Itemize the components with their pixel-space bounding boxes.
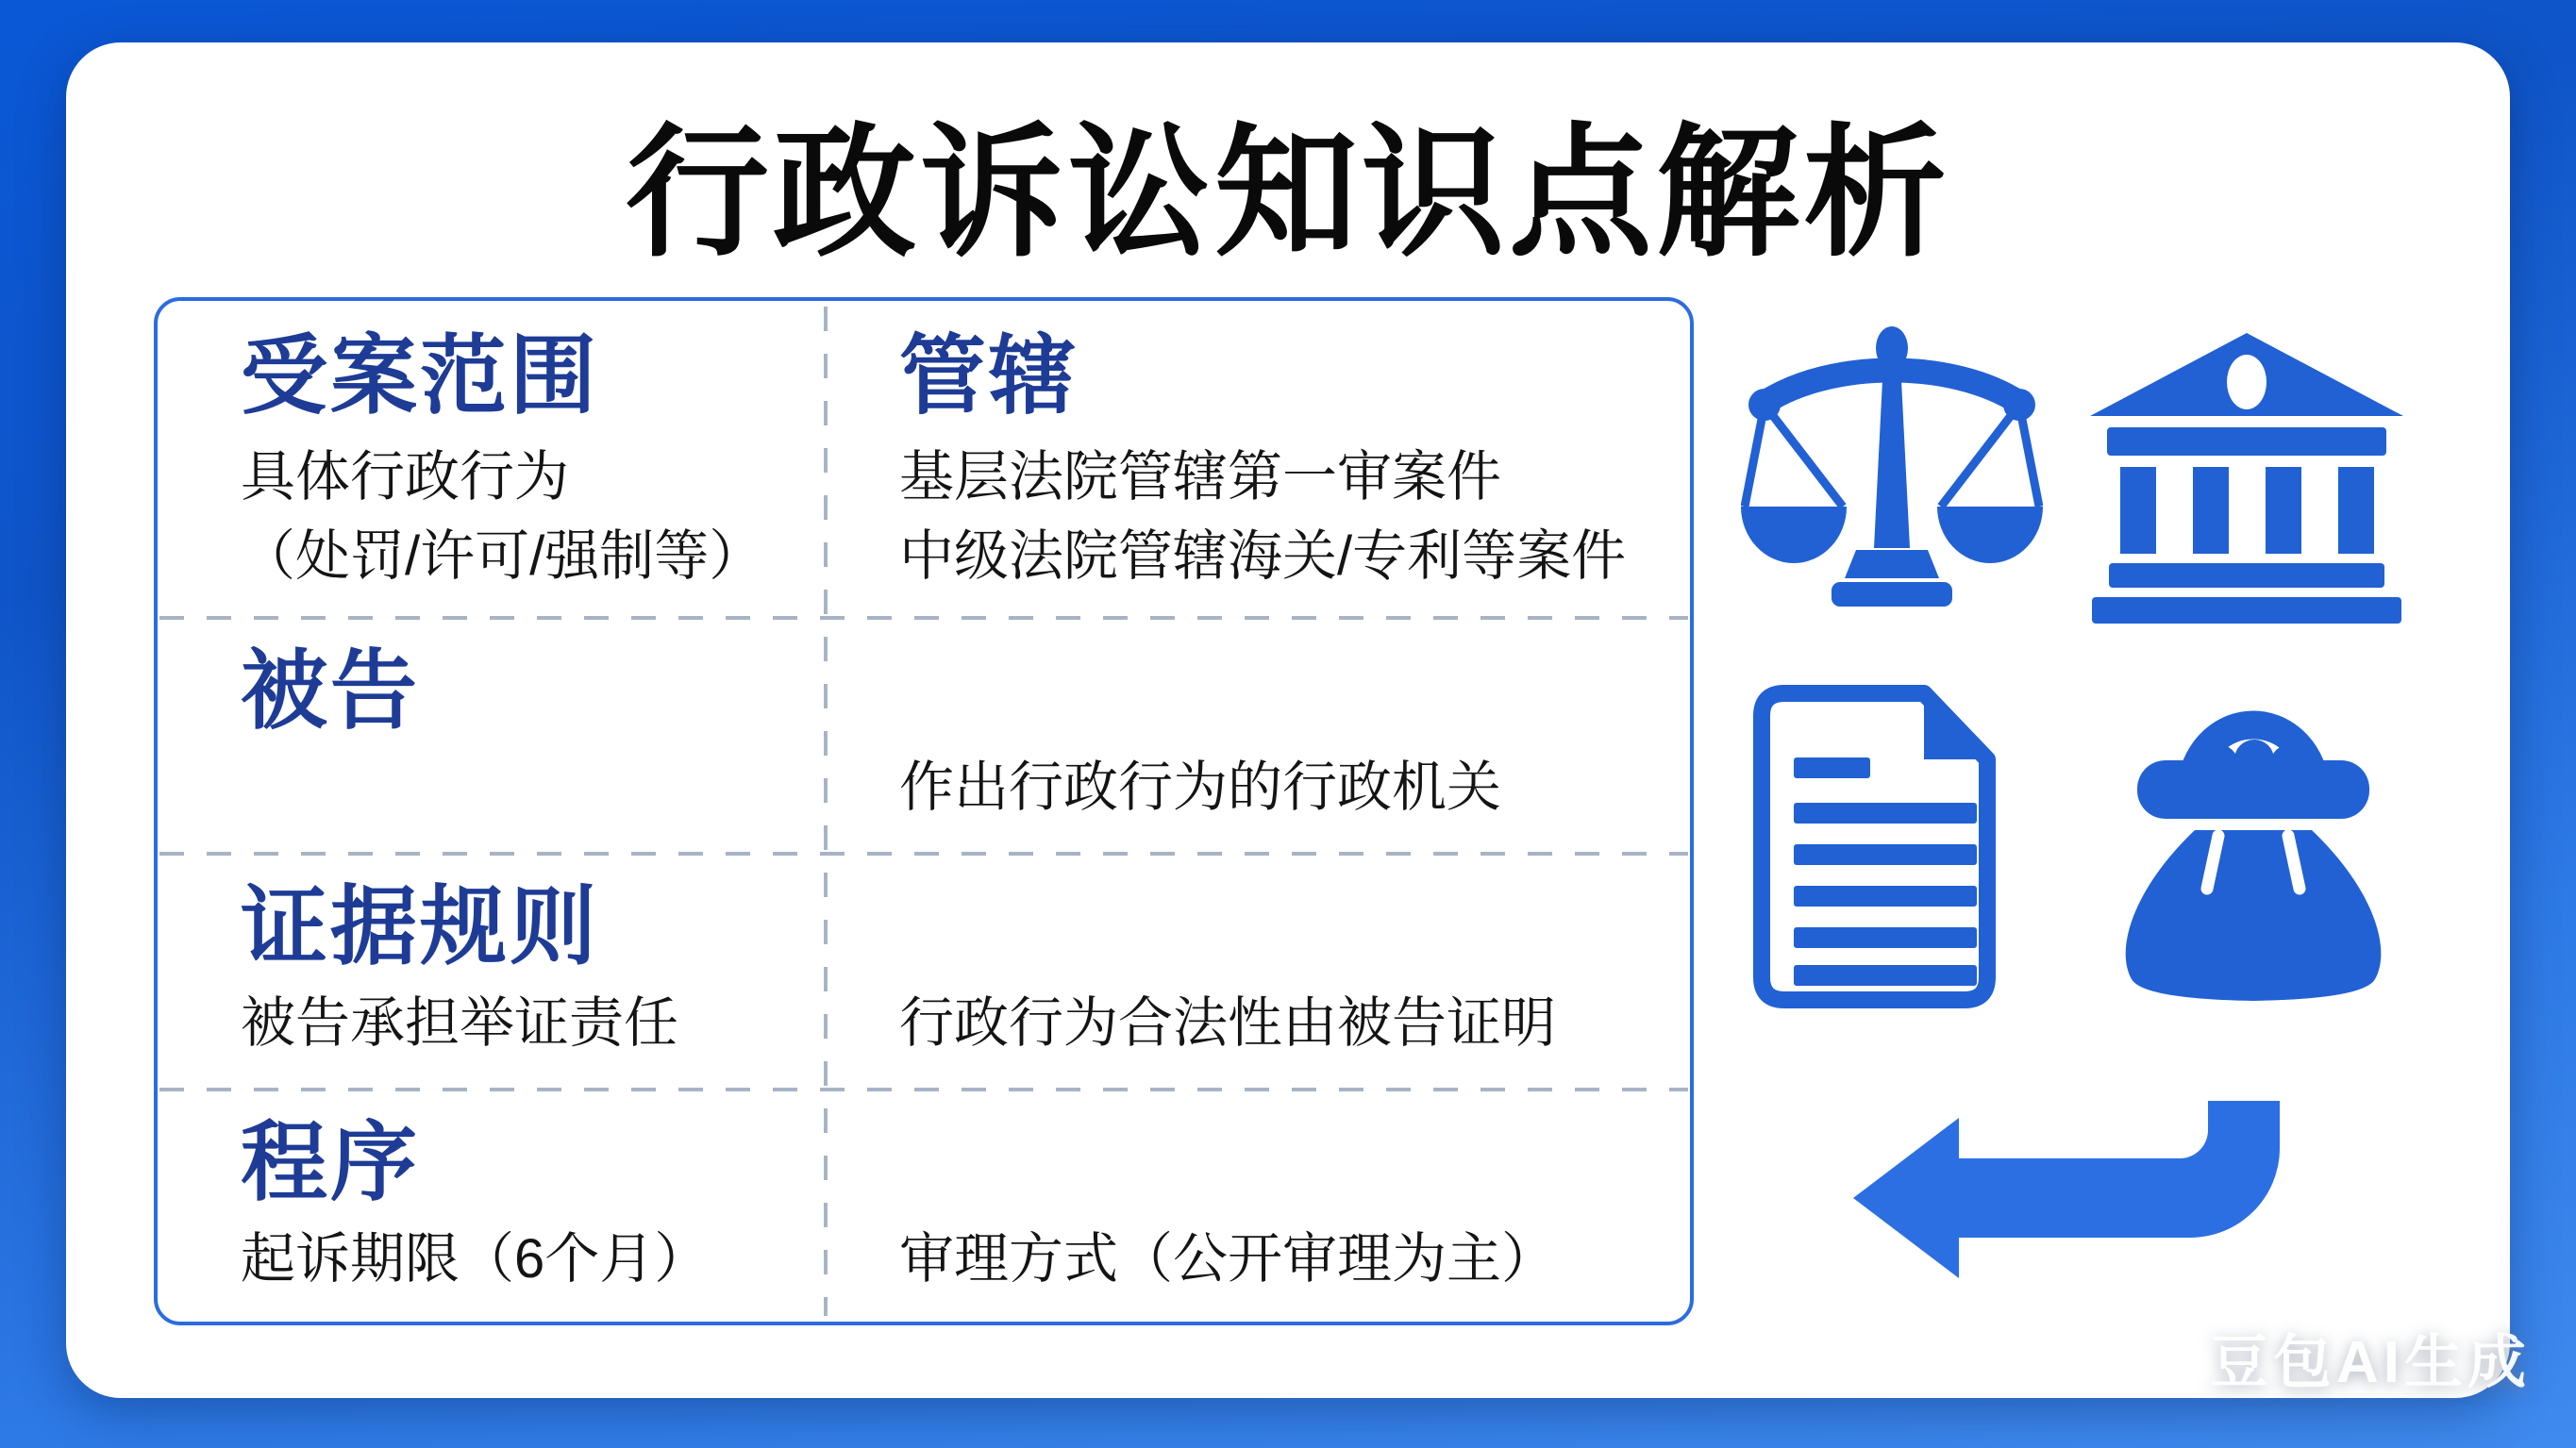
page-title: 行政诉讼知识点解析 (626, 115, 1950, 274)
cell-defendant (158, 616, 824, 852)
cell-body (241, 984, 678, 1063)
body-line: 基层法院管辖第一审案件 (899, 446, 1502, 508)
cell-body (899, 984, 1556, 1063)
cell-defendant-detail (824, 616, 1690, 852)
cell-body (241, 1220, 709, 1299)
knowledge-table (154, 297, 1694, 1325)
cell-header: 被告 (241, 643, 421, 740)
body-line: 具体行政行为 (241, 446, 570, 508)
cell-procedure (158, 1088, 824, 1322)
cell-jurisdiction (824, 301, 1690, 616)
cell-body (899, 748, 1501, 827)
ai-watermark: 豆包AI生成 (2209, 1330, 2531, 1395)
return-arrow-icon (1853, 1101, 2280, 1302)
cell-body (899, 1220, 1556, 1299)
cell-evidence (158, 852, 824, 1088)
cell-evidence-detail (824, 852, 1690, 1088)
cell-body (899, 438, 1626, 596)
cell-scope (158, 301, 824, 616)
courthouse-icon (2090, 333, 2403, 628)
money-bag-icon (2098, 687, 2410, 1012)
document-icon (1752, 684, 2019, 1014)
body-line: 审理方式（公开审理为主） (899, 1228, 1557, 1290)
body-line: 起诉期限（6个月） (241, 1228, 710, 1290)
body-line: 作出行政行为的行政机关 (899, 757, 1502, 818)
cell-header: 管辖 (899, 328, 1079, 424)
body-line: （处罚/许可/强制等） (241, 525, 764, 587)
content-card (66, 42, 2510, 1398)
scales-of-justice-icon (1741, 325, 2043, 613)
cell-header: 程序 (241, 1115, 421, 1211)
body-line: 被告承担举证责任 (241, 992, 679, 1054)
cell-header: 受案范围 (241, 328, 600, 424)
cell-procedure-detail (824, 1088, 1690, 1322)
body-line: 行政行为合法性由被告证明 (899, 992, 1557, 1054)
body-line: 中级法院管辖海关/专利等案件 (899, 525, 1627, 587)
cell-header: 证据规则 (241, 879, 600, 975)
cell-body (241, 438, 763, 596)
